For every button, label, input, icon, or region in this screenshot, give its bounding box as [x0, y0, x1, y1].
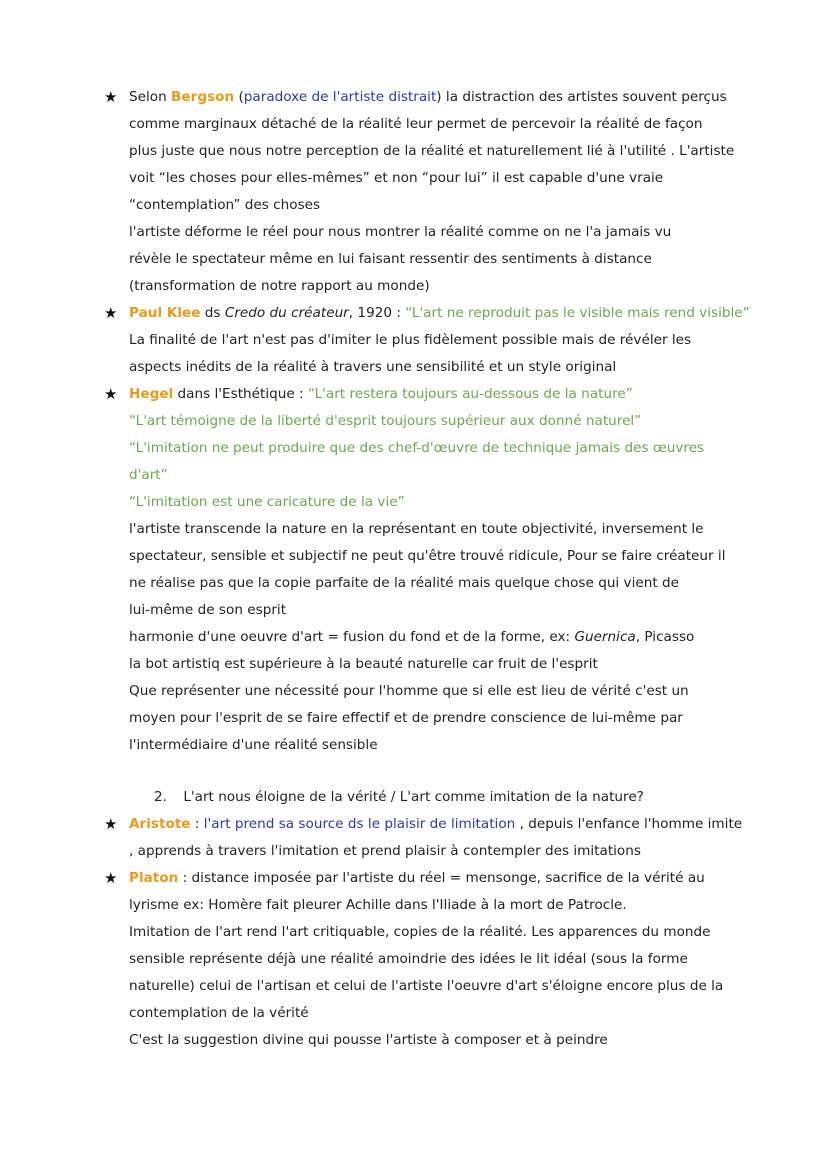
text-line: naturelle) celui de l'artisan et celui de l'artiste l'oeuvre d'art s'éloigne encore plus de la	[129, 978, 724, 994]
hegel-item	[104, 381, 764, 759]
klee-name: Paul Klee	[129, 305, 201, 321]
star-icon: ★	[104, 815, 118, 833]
hegel-line-1: ★ Hegel dans l'Esthétique : “L'art restera toujours au-dessous de la nature”	[104, 381, 764, 408]
section-title: L'art nous éloigne de la vérité / L'art comme imitation de la nature?	[183, 789, 644, 805]
text-line: (transformation de notre rapport au monde)	[129, 278, 430, 294]
star-icon: ★	[104, 88, 118, 106]
hegel-name: Hegel	[129, 386, 174, 402]
text-line: l'artiste déforme le réel pour nous montrer la réalité comme on ne l'a jamais vu	[129, 224, 672, 240]
platon-name: Platon	[129, 870, 179, 886]
text-line: voit “les choses pour elles-mêmes” et non “pour lui” il est capable d'une vraie	[129, 170, 664, 186]
text-line: révèle le spectateur même en lui faisant ressentir des sentiments à distance	[129, 251, 652, 267]
text-line: C'est la suggestion divine qui pousse l'artiste à composer et à peindre	[129, 1032, 608, 1048]
star-icon: ★	[104, 304, 118, 322]
text-line: ne réalise pas que la copie parfaite de la réalité mais quelque chose qui vient de	[129, 575, 679, 591]
hegel-harmonie-line: harmonie d'une oeuvre d'art = fusion du fond et de la forme, ex: Guernica, Picasso	[129, 629, 695, 645]
aristote-line-1: ★ Aristote : l'art prend sa source ds le plaisir de limitation , depuis l'enfance l'homme imite	[104, 811, 764, 838]
bergson-paradox-link: paradoxe de l'artiste distrait	[243, 89, 437, 105]
aristote-link: l'art prend sa source ds le plaisir de limitation	[203, 816, 516, 832]
hegel-quote: “L'art témoigne de la liberté d'esprit toujours supérieur aux donné naturel”	[129, 413, 642, 429]
hegel-quote: “L'imitation ne peut produire que des chef-d'œuvre de technique jamais des œuvres	[129, 440, 705, 456]
text-line: l'artiste transcende la nature en la représentant en toute objectivité, inversement le	[129, 521, 704, 537]
klee-work-title: Credo du créateur	[224, 305, 349, 321]
klee-line-1: ★ Paul Klee ds Credo du créateur, 1920 : “L'art ne reproduit pas le visible mais rend visible”	[104, 300, 764, 327]
bergson-line-1: ★ Selon Bergson (paradoxe de l'artiste distrait) la distraction des artistes souvent perçus	[104, 84, 764, 111]
text-line: la bot artistiq est supérieure à la beauté naturelle car fruit de l'esprit	[129, 656, 598, 672]
text-line: aspects inédits de la réalité à travers une sensibilité et un style original	[129, 359, 617, 375]
star-icon: ★	[104, 869, 118, 887]
text-line: Imitation de l'art rend l'art critiquable, copies de la réalité. Les apparences du monde	[129, 924, 711, 940]
bergson-name: Bergson	[171, 89, 235, 105]
hegel-quote: “L'art restera toujours au-dessous de la nature”	[307, 386, 633, 402]
section-2-heading	[154, 784, 644, 811]
hegel-quote: “L'imitation est une caricature de la vie”	[129, 494, 405, 510]
hegel-quote: d'art”	[129, 467, 168, 483]
klee-item	[104, 300, 764, 381]
text-line: contemplation de la vérité	[129, 1005, 309, 1021]
text-line: spectateur, sensible et subjectif ne peut qu'être trouvé ridicule, Pour se faire créateur il	[129, 548, 726, 564]
text-line: moyen pour l'esprit de se faire effectif et de prendre conscience de lui-même par	[129, 710, 683, 726]
text-line: l'intermédiaire d'une réalité sensible	[129, 737, 378, 753]
text-line: plus juste que nous notre perception de la réalité et naturellement lié à l'utilité . L'artiste	[129, 143, 735, 159]
platon-item	[104, 865, 764, 1054]
text-line: sensible représente déjà une réalité amoindrie des idées le lit idéal (sous la forme	[129, 951, 688, 967]
text-line: , apprends à travers l'imitation et prend plaisir à contempler des imitations	[129, 843, 641, 859]
text-line: “contemplation” des choses	[129, 197, 321, 213]
text-line: lyrisme ex: Homère fait pleurer Achille dans l'Iliade à la mort de Patrocle.	[129, 897, 627, 913]
text-line: comme marginaux détaché de la réalité leur permet de percevoir la réalité de façon	[129, 116, 703, 132]
aristote-name: Aristote	[129, 816, 191, 832]
star-icon: ★	[104, 385, 118, 403]
text-line: La finalité de l'art n'est pas d'imiter le plus fidèlement possible mais de révéler les	[129, 332, 692, 348]
bergson-item	[104, 84, 764, 300]
aristote-item	[104, 811, 764, 865]
text-line: lui-même de son esprit	[129, 602, 287, 618]
platon-line-1: ★ Platon : distance imposée par l'artiste du réel = mensonge, sacrifice de la vérité au	[104, 865, 764, 892]
klee-quote: “L'art ne reproduit pas le visible mais rend visible”	[405, 305, 750, 321]
guernica-title: Guernica	[574, 629, 636, 645]
section-number: 2.	[154, 789, 167, 805]
text-line: Que représenter une nécessité pour l'homme que si elle est lieu de vérité c'est un	[129, 683, 689, 699]
